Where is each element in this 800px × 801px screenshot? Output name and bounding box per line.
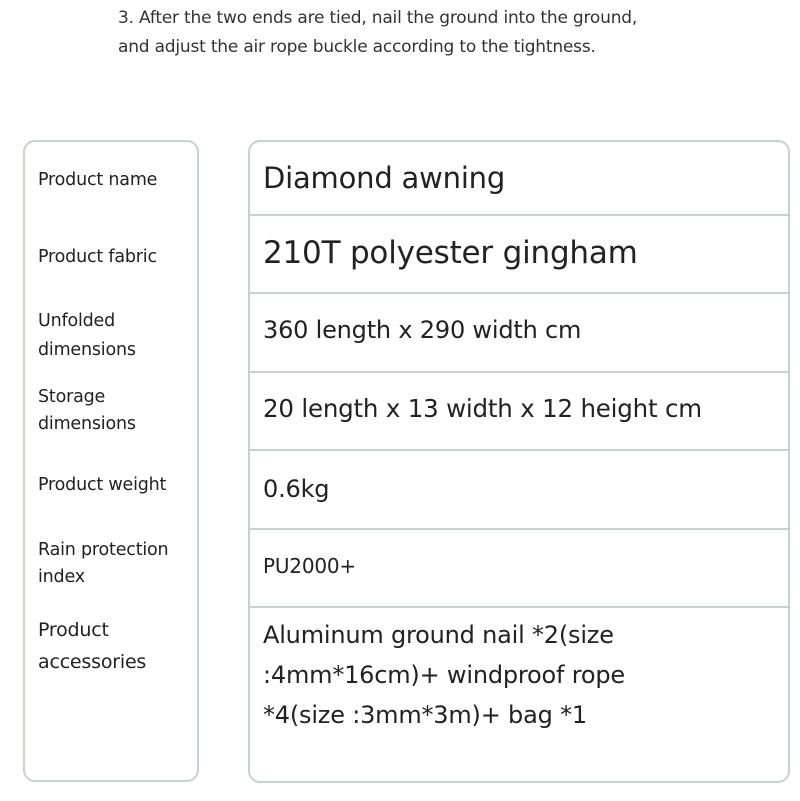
- instruction-line-1: 3. After the two ends are tied, nail the ground into the ground,: [118, 8, 638, 28]
- value-product-weight: 0.6kg: [263, 475, 330, 503]
- row-divider: [250, 214, 788, 216]
- right-panel-divider-tick: [248, 520, 250, 538]
- instruction-line-2: and adjust the air rope buckle according to the tightness.: [118, 37, 596, 57]
- value-unfolded-dimensions: 360 length x 290 width cm: [263, 316, 582, 344]
- label-product-accessories: Product accessories: [38, 619, 147, 673]
- right-panel-divider-tick: [248, 441, 250, 459]
- left-panel-divider-tick: [23, 286, 25, 304]
- row-divider: [250, 528, 788, 530]
- instruction-text: [118, 4, 758, 62]
- left-panel-divider-tick: [23, 208, 25, 226]
- left-panel-divider-tick: [23, 444, 25, 462]
- right-panel-divider-tick: [248, 206, 250, 224]
- label-rain-protection-index: Rain protection index: [38, 540, 169, 587]
- row-divider: [250, 606, 788, 608]
- right-panel-divider-tick: [248, 598, 250, 616]
- label-product-weight: Product weight: [38, 475, 167, 495]
- value-product-name: Diamond awning: [263, 161, 506, 195]
- right-panel-divider-tick: [248, 363, 250, 381]
- left-panel-divider-tick: [23, 366, 25, 384]
- left-panel-divider-tick: [23, 600, 25, 618]
- left-panel-divider-tick: [197, 208, 199, 226]
- left-panel-divider-tick: [197, 366, 199, 384]
- label-storage-dimensions: Storage dimensions: [38, 387, 136, 434]
- label-unfolded-dimensions: Unfolded dimensions: [38, 311, 136, 360]
- left-panel-divider-tick: [197, 286, 199, 304]
- left-panel-divider-tick: [197, 444, 199, 462]
- value-product-accessories: Aluminum ground nail *2(size :4mm*16cm)+ windproof rope *4(size :3mm*3m)+ bag *1: [263, 621, 625, 729]
- value-product-fabric: 210T polyester gingham: [263, 235, 638, 271]
- value-rain-protection-index: PU2000+: [263, 554, 356, 578]
- right-panel-divider-tick: [248, 284, 250, 302]
- value-storage-dimensions: 20 length x 13 width x 12 height cm: [263, 394, 702, 423]
- left-panel-divider-tick: [23, 522, 25, 540]
- row-divider: [250, 371, 788, 373]
- label-product-name: Product name: [38, 170, 158, 190]
- spec-labels-panel: [23, 140, 199, 782]
- row-divider: [250, 449, 788, 451]
- row-divider: [250, 292, 788, 294]
- label-product-fabric: Product fabric: [38, 247, 157, 267]
